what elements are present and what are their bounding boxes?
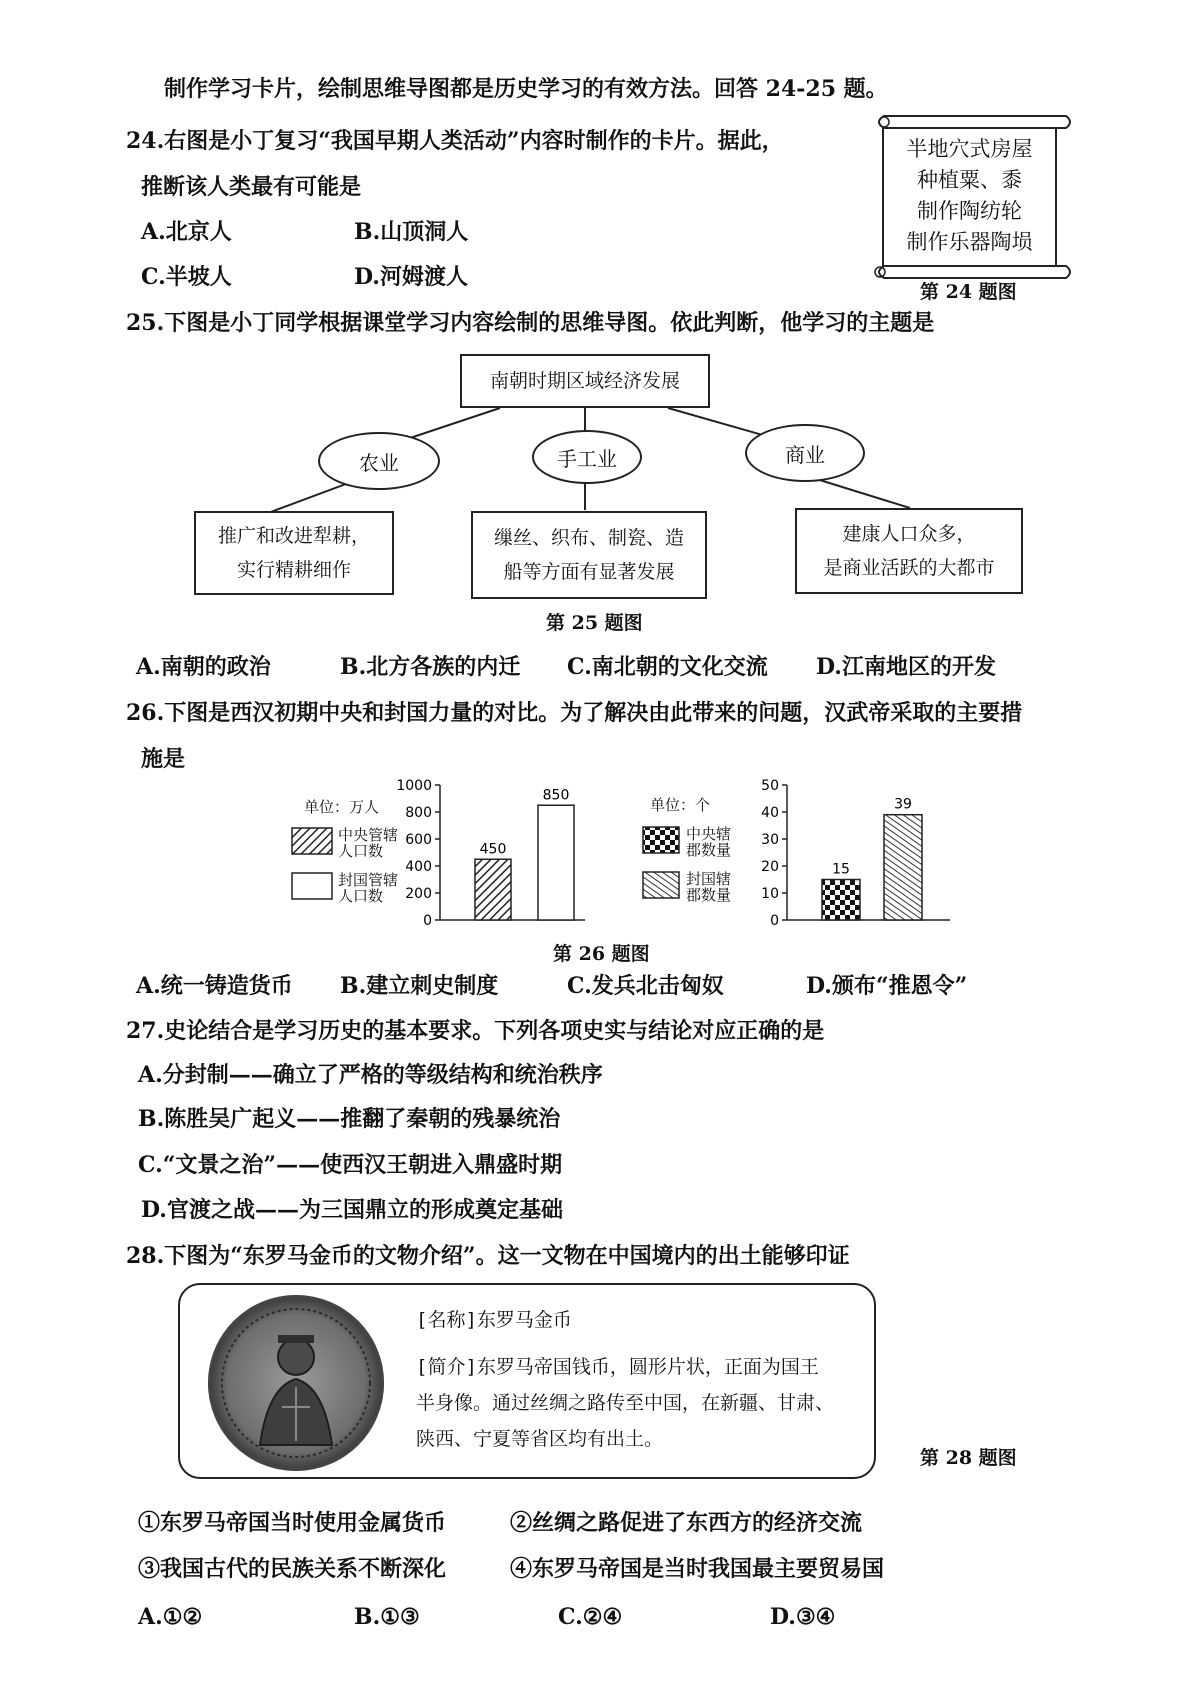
chart2-legend-central-line1: 中央辖 — [686, 825, 732, 843]
chart1-legend-central-line2: 人口数 — [338, 842, 384, 860]
q27-option-a[interactable]: A.分封制——确立了严格的等级结构和统治秩序 — [138, 1062, 603, 1088]
q25-option-d[interactable]: D.江南地区的开发 — [816, 654, 996, 680]
chart2-y-tick-label: 0 — [770, 913, 779, 929]
coin-portrait-icon — [208, 1295, 384, 1471]
q28-option-b[interactable]: B.①③ — [354, 1604, 420, 1630]
q24-card-line-3: 制作陶纺轮 — [917, 199, 1022, 223]
q28-stem: 28.下图为“东罗马金币的文物介绍”。这一文物在中国境内的出土能够印证 — [126, 1243, 850, 1269]
q26-option-c[interactable]: C.发兵北击匈奴 — [567, 973, 724, 999]
chart1-legend-central-line1: 中央管辖 — [338, 826, 399, 844]
q28-statement-2: ②丝绸之路促进了东西方的经济交流 — [510, 1510, 863, 1536]
q24-option-a[interactable]: A.北京人 — [141, 219, 232, 245]
chart2-y-tick-label: 20 — [761, 859, 779, 875]
q25-detail-commerce-line1: 建康人口众多， — [842, 523, 976, 545]
q25-branch-commerce: 商业 — [745, 424, 865, 482]
chart1-bar-1 — [475, 859, 511, 920]
q27-option-b[interactable]: B.陈胜吴广起义——推翻了秦朝的残暴统治 — [138, 1106, 561, 1132]
chart2-y-tick-label: 50 — [761, 778, 779, 794]
chart1-y-tick-label: 1000 — [396, 778, 432, 794]
byzantine-gold-coin-image — [208, 1295, 384, 1471]
chart1-bar-2 — [538, 805, 574, 920]
chart1-legend-swatch-fief — [292, 873, 332, 899]
q26-stem-line2: 施是 — [141, 746, 186, 772]
q28-statement-4: ④东罗马帝国是当时我国最主要贸易国 — [510, 1556, 885, 1582]
q27-option-d[interactable]: D.官渡之战——为三国鼎立的形成奠定基础 — [141, 1197, 563, 1223]
chart1-y-tick-label: 200 — [405, 886, 432, 902]
q28-option-d[interactable]: D.③④ — [770, 1604, 836, 1630]
q28-option-c[interactable]: C.②④ — [558, 1604, 623, 1630]
q28-caption: 第 28 题图 — [920, 1447, 1017, 1469]
q28-statement-1: ①东罗马帝国当时使用金属货币 — [138, 1510, 447, 1536]
chart2-legend-swatch-fief — [643, 872, 679, 898]
chart2-bar-2 — [884, 815, 922, 920]
q26-option-d[interactable]: D.颁布“推恩令” — [806, 973, 968, 999]
q25-root-node: 南朝时期区域经济发展 — [460, 354, 710, 408]
q24-card-line-2: 种植粟、黍 — [917, 168, 1022, 192]
chart1-unit: 单位：万人 — [304, 798, 380, 816]
chart2-bar-label-2: 39 — [894, 796, 912, 813]
q28-statement-3: ③我国古代的民族关系不断深化 — [138, 1556, 447, 1582]
chart2-y-tick-label: 40 — [761, 805, 779, 821]
q24-caption: 第 24 题图 — [920, 281, 1017, 303]
q24-stem-line1: 24.右图是小丁复习“我国早期人类活动”内容时制作的卡片。据此， — [126, 128, 784, 154]
q26-caption: 第 26 题图 — [553, 943, 650, 965]
chart1-y-tick-label: 600 — [405, 832, 432, 848]
chart1-bar-label-1: 450 — [479, 841, 507, 858]
q24-stem-line2: 推断该人类最有可能是 — [141, 174, 362, 200]
q28-card-intro-line3: 陕西、宁夏等省区均有出土。 — [416, 1428, 664, 1450]
q25-branch-agriculture: 农业 — [318, 432, 440, 490]
chart1-y-tick-label: 400 — [405, 859, 432, 875]
q26-stem-line1: 26.下图是西汉初期中央和封国力量的对比。为了解决由此带来的问题，汉武帝采取的主要措 — [126, 700, 1023, 726]
q28-card-name: [名称]东罗马金币 — [416, 1309, 572, 1331]
q25-detail-commerce-line2: 是商业活跃的大都市 — [823, 557, 995, 579]
q28-card-intro-line1: [简介]东罗马帝国钱币，圆形片状，正面为国王 — [416, 1356, 819, 1378]
q24-option-c[interactable]: C.半坡人 — [141, 264, 232, 290]
q28-card-intro-line2: 半身像。通过丝绸之路传至中国，在新疆、甘肃、 — [416, 1392, 835, 1414]
q26-option-a[interactable]: A.统一铸造货币 — [136, 973, 293, 999]
q25-caption: 第 25 题图 — [546, 612, 643, 634]
chart1-legend-fief-line2: 人口数 — [338, 887, 384, 905]
q24-card-line-1: 半地穴式房屋 — [906, 137, 1033, 161]
q25-branch-handicraft: 手工业 — [532, 430, 642, 484]
chart1-bar-label-2: 850 — [542, 787, 570, 804]
chart2-bar-1 — [822, 880, 860, 921]
chart2-legend-swatch-central — [643, 827, 679, 853]
q24-option-b[interactable]: B.山顶洞人 — [354, 219, 469, 245]
chart2-y-tick-label: 30 — [761, 832, 779, 848]
q25-option-c[interactable]: C.南北朝的文化交流 — [567, 654, 768, 680]
q25-detail-agriculture-line2: 实行精耕细作 — [236, 559, 351, 581]
q24-option-d[interactable]: D.河姆渡人 — [354, 264, 468, 290]
q25-option-a[interactable]: A.南朝的政治 — [136, 654, 271, 680]
intro-text: 制作学习卡片，绘制思维导图都是历史学习的有效方法。回答 24-25 题。 — [164, 76, 888, 102]
q28-option-a[interactable]: A.①② — [138, 1604, 203, 1630]
q24-card-line-4: 制作乐器陶埙 — [906, 230, 1033, 254]
chart1-y-tick-label: 0 — [423, 913, 432, 929]
chart2-legend-fief-line1: 封国辖 — [686, 870, 732, 888]
chart2-bar-label-1: 15 — [832, 861, 850, 878]
q27-option-c[interactable]: C.“文景之治”——使西汉王朝进入鼎盛时期 — [138, 1152, 563, 1178]
q25-stem: 25.下图是小丁同学根据课堂学习内容绘制的思维导图。依此判断，他学习的主题是 — [126, 310, 935, 336]
chart2-legend-central-line2: 郡数量 — [686, 841, 732, 859]
q26-option-b[interactable]: B.建立刺史制度 — [340, 973, 499, 999]
q25-detail-agriculture-line1: 推广和改进犁耕， — [217, 525, 370, 547]
chart2-legend-fief-line2: 郡数量 — [686, 886, 732, 904]
chart1-legend-fief-line1: 封国管辖 — [338, 871, 399, 889]
chart2-unit: 单位：个 — [650, 796, 711, 814]
q27-stem: 27.史论结合是学习历史的基本要求。下列各项史实与结论对应正确的是 — [126, 1018, 825, 1044]
chart1-y-tick-label: 800 — [405, 805, 432, 821]
q25-detail-handicraft-line2: 船等方面有显著发展 — [503, 561, 675, 583]
q25-detail-handicraft-line1: 缫丝、织布、制瓷、造 — [493, 527, 684, 549]
chart2-y-tick-label: 10 — [761, 886, 779, 902]
chart1-legend-swatch-central — [292, 828, 332, 854]
q25-option-b[interactable]: B.北方各族的内迁 — [340, 654, 521, 680]
